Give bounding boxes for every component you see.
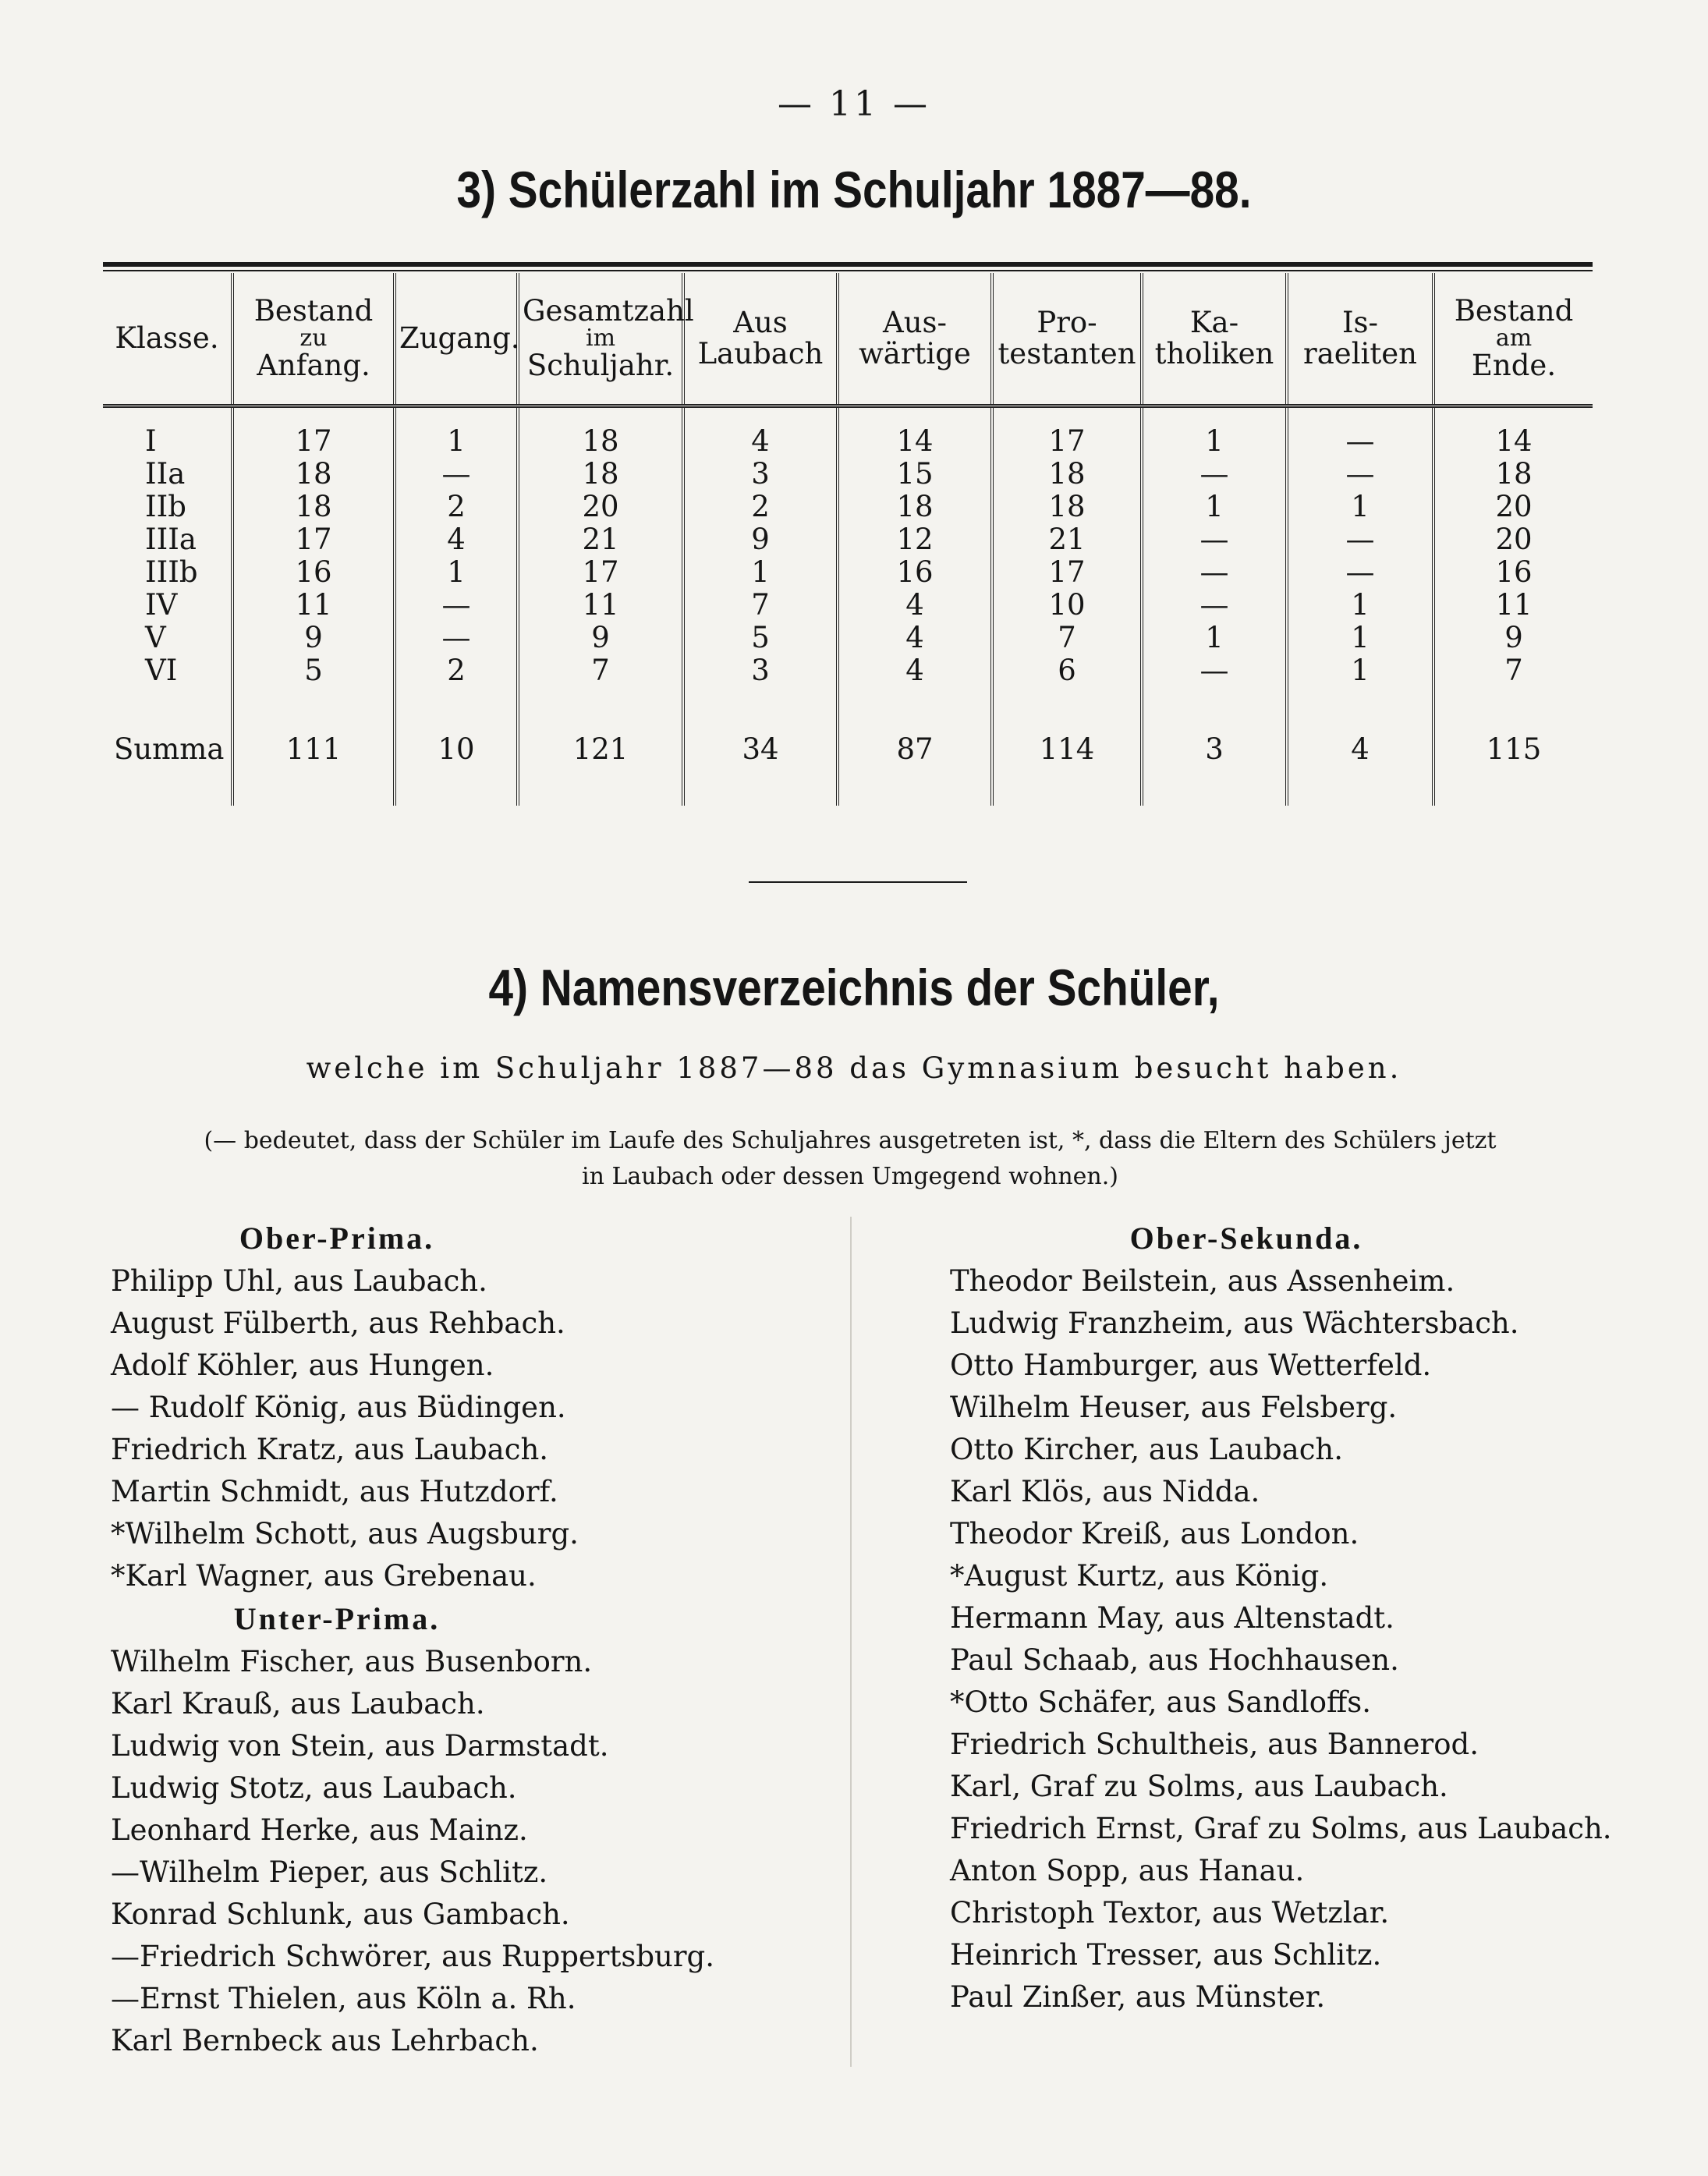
header-bottom: Schuljahr.	[526, 349, 675, 382]
column-header	[683, 273, 838, 406]
table-cell: 20	[518, 491, 683, 523]
table-cell: 2	[395, 654, 518, 687]
table-cell: 4	[838, 589, 992, 622]
header-mid: Zugang.	[399, 321, 520, 355]
student-entry: Christoph Textor, aus Wetzlar.	[950, 1896, 1390, 1930]
student-entry: Karl Klös, aus Nidda.	[950, 1475, 1260, 1508]
table-cell: 14	[1433, 406, 1593, 459]
table-cell: 9	[232, 622, 395, 654]
table-cell: 21	[992, 523, 1142, 556]
table-cell: 6	[992, 654, 1142, 687]
left-name-column	[111, 1217, 844, 2062]
table-cell: IIIb	[145, 555, 198, 589]
column-header	[232, 273, 395, 406]
student-entry: *Otto Schäfer, aus Sandloffs.	[950, 1685, 1372, 1719]
table-cell: —	[395, 458, 518, 491]
table-cell: 16	[838, 556, 992, 589]
table-cell: 7	[1433, 654, 1593, 687]
student-entry: Ludwig von Stein, aus Darmstadt.	[111, 1729, 609, 1763]
table-cell: —	[1142, 556, 1287, 589]
summa-cell: 4	[1287, 687, 1433, 806]
table-cell: 16	[1433, 556, 1593, 589]
header-bottom: wärtige	[859, 337, 971, 370]
student-entry: Heinrich Tresser, aus Schlitz.	[950, 1938, 1382, 1972]
table-header-row	[103, 273, 1593, 406]
student-entry: *Wilhelm Schott, aus Augsburg.	[111, 1517, 579, 1550]
student-entry: Konrad Schlunk, aus Gambach.	[111, 1898, 570, 1931]
table-cell: 1	[1287, 622, 1433, 654]
table-row	[103, 622, 1593, 654]
table-cell: —	[1142, 523, 1287, 556]
column-header	[395, 273, 518, 406]
table-cell: 18	[992, 491, 1142, 523]
student-entry: August Fülberth, aus Rehbach.	[111, 1306, 565, 1340]
table-cell: 1	[1142, 622, 1287, 654]
header-mid: im	[585, 324, 616, 352]
summa-row	[103, 687, 1593, 806]
table-row	[103, 589, 1593, 622]
table-cell: 3	[683, 654, 838, 687]
table-cell: 11	[232, 589, 395, 622]
student-entry: Ludwig Franzheim, aus Wächtersbach.	[950, 1306, 1519, 1340]
table-cell: —	[1142, 458, 1287, 491]
student-entry: —Ernst Thielen, aus Köln a. Rh.	[111, 1982, 576, 2015]
header-mid: Klasse.	[115, 321, 219, 355]
table-cell: —	[395, 622, 518, 654]
table-cell: 17	[992, 556, 1142, 589]
table-cell: 10	[992, 589, 1142, 622]
student-entry: Wilhelm Fischer, aus Busenborn.	[111, 1645, 593, 1678]
table-cell: —	[1287, 556, 1433, 589]
table-cell: 18	[232, 458, 395, 491]
table-cell: I	[145, 424, 157, 458]
table-cell: 18	[1433, 458, 1593, 491]
table-cell: 17	[232, 523, 395, 556]
header-top: Gesamtzahl	[523, 294, 694, 328]
summa-cell: 111	[232, 687, 395, 806]
table-cell: 1	[395, 556, 518, 589]
student-entry: Karl Bernbeck aus Lehrbach.	[111, 2024, 539, 2057]
table-top-rule-thin	[103, 270, 1593, 271]
header-mid: am	[1495, 324, 1533, 352]
legend-note	[117, 1123, 1583, 1195]
summa-cell: 3	[1142, 687, 1287, 806]
column-header	[992, 273, 1142, 406]
ober-sekunda-title: Ober-Sekunda.	[1129, 1221, 1363, 1256]
table-row	[103, 491, 1593, 523]
unter-prima-title: Unter-Prima.	[233, 1601, 441, 1636]
student-entry: —Friedrich Schwörer, aus Ruppertsburg.	[111, 1940, 714, 1973]
table-cell: 12	[838, 523, 992, 556]
summa-cell: 87	[838, 687, 992, 806]
summa-cell: Summa	[114, 732, 225, 766]
student-entry: Leonhard Herke, aus Mainz.	[111, 1813, 528, 1847]
summa-cell: 10	[395, 687, 518, 806]
table-cell: 18	[518, 458, 683, 491]
header-bottom: testanten	[998, 337, 1136, 370]
header-bottom	[106, 354, 228, 385]
table-cell: —	[1287, 523, 1433, 556]
table-cell: 1	[1287, 654, 1433, 687]
header-top: Aus	[733, 306, 788, 339]
table-cell: 9	[518, 622, 683, 654]
header-bottom: raeliten	[1303, 337, 1417, 370]
table-cell: 1	[1142, 406, 1287, 459]
table-row	[103, 458, 1593, 491]
table-cell: 18	[518, 406, 683, 459]
table-cell: —	[1287, 458, 1433, 491]
table-cell: 1	[1287, 589, 1433, 622]
table-cell: 4	[838, 622, 992, 654]
table-cell: 9	[1433, 622, 1593, 654]
table-cell: —	[1142, 654, 1287, 687]
header-bottom	[399, 354, 513, 385]
table-cell: 7	[992, 622, 1142, 654]
table-row	[103, 556, 1593, 589]
right-name-column	[950, 1217, 1683, 2018]
table-cell: 9	[683, 523, 838, 556]
student-entry: Friedrich Ernst, Graf zu Solms, aus Laubach.	[950, 1812, 1612, 1845]
table-cell: 18	[232, 491, 395, 523]
summa-cell: 114	[992, 687, 1142, 806]
student-entry: Otto Hamburger, aus Wetterfeld.	[950, 1348, 1432, 1382]
header-bottom: Laubach	[697, 337, 824, 370]
legend-note-line-1: (— bedeutet, dass der Schüler im Laufe des Schuljahres ausgetreten ist, *, dass die Eltern des Schülers jetzt	[204, 1127, 1497, 1154]
student-entry: Ludwig Stotz, aus Laubach.	[111, 1771, 517, 1805]
summa-cell: 34	[683, 687, 838, 806]
table-row	[103, 654, 1593, 687]
table-cell: 17	[518, 556, 683, 589]
ober-sekunda-list	[950, 1260, 1683, 2018]
header-top: Ka-	[1189, 306, 1239, 339]
student-entry: Theodor Beilstein, aus Assenheim.	[950, 1264, 1455, 1298]
header-top: Bestand	[1454, 294, 1574, 328]
student-entry: — Rudolf König, aus Büdingen.	[111, 1391, 566, 1424]
student-entry: Adolf Köhler, aus Hungen.	[111, 1348, 494, 1382]
table-cell: 3	[683, 458, 838, 491]
header-bottom: Ende.	[1471, 349, 1557, 382]
table-cell: 20	[1433, 491, 1593, 523]
ober-prima-title: Ober-Prima.	[239, 1221, 435, 1256]
section-3-title: 3) Schülerzahl im Schuljahr 1887—88.	[456, 161, 1252, 218]
table-cell: 5	[232, 654, 395, 687]
student-entry: Hermann May, aus Altenstadt.	[950, 1601, 1394, 1635]
table-cell: 4	[838, 654, 992, 687]
column-header	[103, 273, 232, 406]
section-4-subtitle: welche im Schuljahr 1887—88 das Gymnasium besucht haben.	[306, 1051, 1402, 1085]
student-entry: Karl, Graf zu Solms, aus Laubach.	[950, 1770, 1448, 1803]
column-divider	[850, 1217, 852, 2067]
table-row	[103, 406, 1593, 459]
header-top	[106, 292, 228, 323]
table-cell: 17	[992, 406, 1142, 459]
student-entry: —Wilhelm Pieper, aus Schlitz.	[111, 1855, 548, 1889]
table-cell: 20	[1433, 523, 1593, 556]
student-entry: *Karl Wagner, aus Grebenau.	[111, 1559, 537, 1593]
summa-cell: 121	[518, 687, 683, 806]
table-row	[103, 523, 1593, 556]
table-cell: —	[1142, 589, 1287, 622]
table-top-rule	[103, 262, 1593, 267]
table-cell: 1	[1287, 491, 1433, 523]
header-mid: zu	[299, 324, 328, 352]
table-cell: 4	[395, 523, 518, 556]
table-cell: 7	[518, 654, 683, 687]
table-cell: 11	[518, 589, 683, 622]
header-top: Aus-	[882, 306, 948, 339]
table-cell: —	[395, 589, 518, 622]
table-bottom-rule	[749, 881, 967, 883]
summa-cell: 115	[1433, 687, 1593, 806]
header-top: Pro-	[1036, 306, 1097, 339]
unter-prima-list	[111, 1641, 844, 2062]
student-entry: Friedrich Kratz, aus Laubach.	[111, 1433, 549, 1466]
column-header	[1287, 273, 1433, 406]
student-entry: Martin Schmidt, aus Hutzdorf.	[111, 1475, 558, 1508]
table-cell: 21	[518, 523, 683, 556]
table-cell: V	[145, 621, 166, 654]
legend-note-line-2: in Laubach oder dessen Umgegend wohnen.)	[582, 1163, 1118, 1190]
student-entry: Theodor Kreiß, aus London.	[950, 1517, 1359, 1550]
table-cell: 4	[683, 406, 838, 459]
table-cell: 1	[683, 556, 838, 589]
column-header	[518, 273, 694, 406]
student-entry: Philipp Uhl, aus Laubach.	[111, 1264, 487, 1298]
column-header	[838, 273, 992, 406]
table-cell: 11	[1433, 589, 1593, 622]
student-entry: Otto Kircher, aus Laubach.	[950, 1433, 1344, 1466]
header-top: Is-	[1341, 306, 1379, 339]
header-bottom: Anfang.	[257, 349, 370, 382]
student-entry: Paul Zinßer, aus Münster.	[950, 1980, 1326, 2014]
student-entry: Karl Krauß, aus Laubach.	[111, 1687, 485, 1721]
table-cell: 16	[232, 556, 395, 589]
table-cell: —	[1287, 406, 1433, 459]
table-cell: 7	[683, 589, 838, 622]
column-header	[1433, 273, 1593, 406]
table-cell: 15	[838, 458, 992, 491]
student-entry: Friedrich Schultheis, aus Bannerod.	[950, 1728, 1479, 1761]
student-entry: Wilhelm Heuser, aus Felsberg.	[950, 1391, 1398, 1424]
table-cell: VI	[145, 654, 178, 687]
table-cell: 2	[683, 491, 838, 523]
ober-prima-list	[111, 1260, 844, 1597]
table-cell: 14	[838, 406, 992, 459]
table-cell: 1	[395, 406, 518, 459]
header-top: Bestand	[253, 294, 374, 328]
header-bottom: tholiken	[1154, 337, 1274, 370]
table-cell: IIb	[145, 490, 186, 523]
table-cell: IIa	[145, 457, 186, 491]
table-cell: 18	[992, 458, 1142, 491]
column-header	[1142, 273, 1287, 406]
table-cell: IV	[145, 588, 178, 622]
student-entry: Anton Sopp, aus Hanau.	[950, 1854, 1305, 1887]
section-4-title: 4) Namensverzeichnis der Schüler,	[488, 959, 1220, 1016]
table-cell: 2	[395, 491, 518, 523]
table-cell: 18	[838, 491, 992, 523]
table-cell: 1	[1142, 491, 1287, 523]
table-cell: 17	[232, 406, 395, 459]
header-top	[399, 292, 513, 323]
student-entry: *August Kurtz, aus König.	[950, 1559, 1329, 1593]
page-number: — 11 —	[778, 84, 930, 124]
student-entry: Paul Schaab, aus Hochhausen.	[950, 1643, 1399, 1677]
student-count-table	[103, 273, 1593, 806]
table-cell: 5	[683, 622, 838, 654]
table-cell: IIIa	[145, 523, 197, 556]
